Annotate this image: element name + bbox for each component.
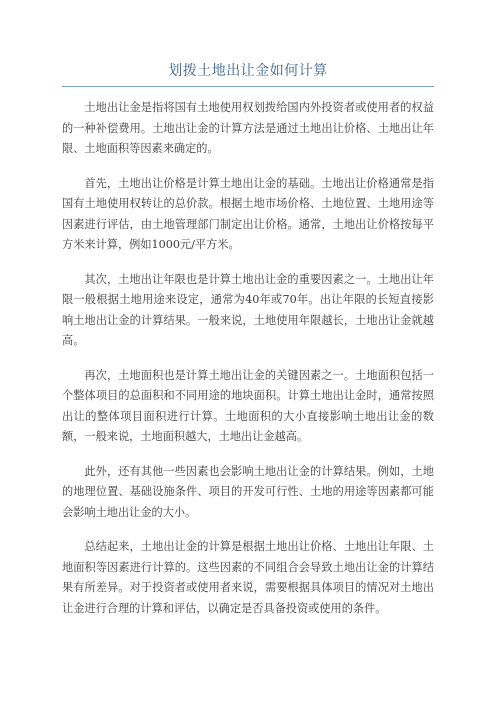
title-divider — [62, 86, 434, 87]
document-body — [62, 98, 434, 633]
paragraph-intro: 土地出让金是指将国有土地使用权划拨给国内外投资者或使用者的权益的一种补偿费用。土地出让金的计算方法是通过土地出让价格、土地出让年限、土地面积等因素来确定的。 — [62, 101, 434, 155]
paragraph-area: 再次，土地面积也是计算土地出让金的关键因素之一。土地面积包括一个整体项目的总面积和不同用途的地块面积。计算土地出让金时，通常按照出让的整体项目面积进行计算。土地面积的大小直接影响土地出让金的数额，一般来说，土地面积越大，土地出让金越高。 — [62, 368, 434, 443]
paragraph-price: 首先，土地出让价格是计算土地出让金的基础。土地出让价格通常是指国有土地使用权转让的总价款。根据土地市场价格、土地位置、土地用途等因素进行评估，由土地管理部门制定出让价格。通常，土地出让价格按每平方米来计算，例如1000元/平方米。 — [62, 176, 434, 251]
paragraph-term: 其次，土地出让年限也是计算土地出让金的重要因素之一。土地出让年限一般根据土地用途来设定，通常为40年或70年。出让年限的长短直接影响土地出让金的计算结果。一般来说，土地使用年限越长，土地出让金就越高。 — [62, 272, 434, 347]
paragraph-summary: 总结起来，土地出让金的计算是根据土地出让价格、土地出让年限、土地面积等因素进行计算的。这些因素的不同组合会导致土地出让金的计算结果有所差异。对于投资者或使用者来说，需要根据具体项目的情况对土地出让金进行合理的计算和评估，以确定是否具备投资或使用的条件。 — [62, 540, 434, 615]
paragraph-other-factors: 此外，还有其他一些因素也会影响土地出让金的计算结果。例如，土地的地理位置、基础设施条件、项目的开发可行性、土地的用途等因素都可能会影响土地出让金的大小。 — [62, 464, 434, 519]
document-title: 划拨土地出让金如何计算 — [168, 63, 328, 79]
